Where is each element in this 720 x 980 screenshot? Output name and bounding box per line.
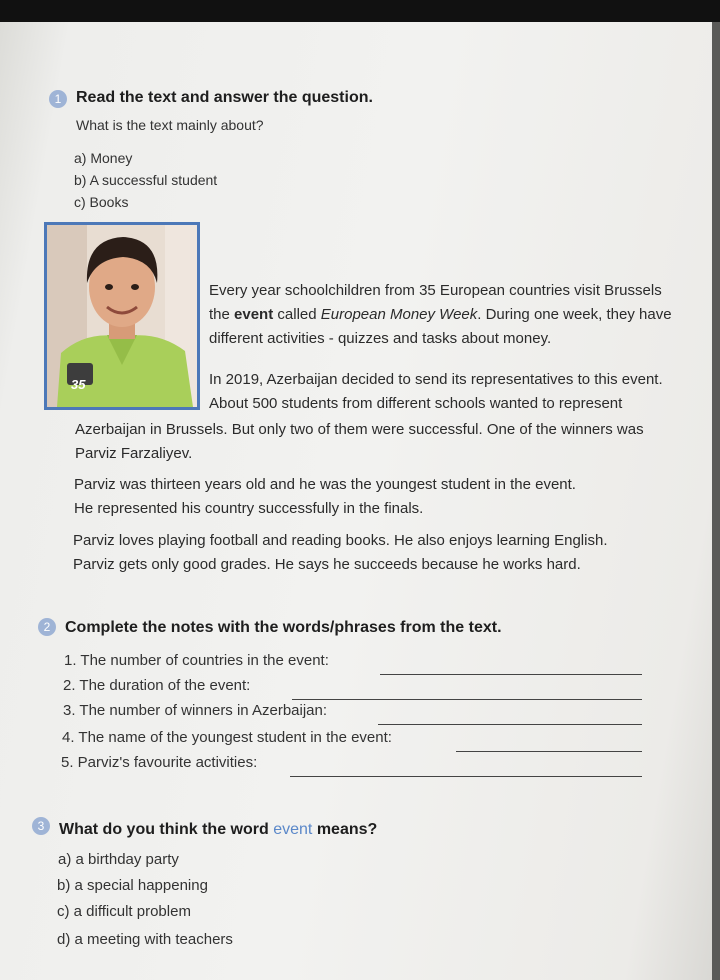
question-2-number: 2 xyxy=(38,618,56,636)
question-3-heading xyxy=(59,821,377,839)
q1-option-a: a) Money xyxy=(74,150,133,166)
boy-photo-illustration xyxy=(47,225,197,407)
q2-answer-line-1[interactable] xyxy=(380,674,642,675)
q3-heading-start: What do you think the word xyxy=(59,821,269,838)
reading-paragraph-1 xyxy=(209,279,672,351)
shirt-number: 35 xyxy=(71,377,86,392)
q2-answer-line-3[interactable] xyxy=(378,724,642,725)
q2-answer-line-2[interactable] xyxy=(292,699,642,700)
word-event-bold: event xyxy=(234,306,274,323)
reading-p1-line-2-end: . During one week, they have xyxy=(477,306,672,323)
word-called: called xyxy=(277,306,317,323)
reading-p2-line-1: In 2019, Azerbaijan decided to send its representatives to this event. xyxy=(209,371,663,388)
reading-p4-line-1: Parviz loves playing football and reading books. He also enjoys learning English. xyxy=(73,532,608,549)
reading-paragraph-2b xyxy=(75,418,644,466)
q3-heading-keyword: event xyxy=(273,821,313,838)
question-2-heading: Complete the notes with the words/phrases from the text. xyxy=(65,619,502,636)
textbook-page xyxy=(0,22,712,980)
reading-p1-line-1: Every year schoolchildren from 35 European countries visit Brussels xyxy=(209,282,662,299)
reading-p3-line-2: He represented his country successfully in the finals. xyxy=(74,500,424,517)
question-1-number: 1 xyxy=(49,90,67,108)
question-1-prompt: What is the text mainly about? xyxy=(76,117,264,133)
q2-item-2: 2. The duration of the event: xyxy=(63,677,251,694)
reading-p2-line-3: Azerbaijan in Brussels. But only two of them were successful. One of the winners was xyxy=(75,421,644,438)
reading-paragraph-3 xyxy=(74,473,576,521)
q3-option-d: d) a meeting with teachers xyxy=(57,931,233,948)
q3-option-a: a) a birthday party xyxy=(58,851,179,868)
reading-paragraph-2a xyxy=(209,368,663,416)
q1-option-b: b) A successful student xyxy=(74,172,218,188)
reading-paragraph-4 xyxy=(73,529,608,577)
question-3-number: 3 xyxy=(32,817,50,835)
reading-p1-line-3: different activities - quizzes and tasks about money. xyxy=(209,330,552,347)
reading-p3-line-1: Parviz was thirteen years old and he was the youngest student in the event. xyxy=(74,476,576,493)
event-name: European Money Week xyxy=(320,306,478,323)
reading-p4-line-2: Parviz gets only good grades. He says he succeeds because he works hard. xyxy=(73,556,581,573)
q2-answer-line-5[interactable] xyxy=(290,776,642,777)
page-edge-shadow xyxy=(712,22,720,980)
boy-photo xyxy=(44,222,200,410)
q3-option-b: b) a special happening xyxy=(57,877,208,894)
q2-answer-line-4[interactable] xyxy=(456,751,642,752)
q3-heading-end: means? xyxy=(316,821,378,838)
word-the: the xyxy=(209,306,230,323)
question-1-heading: Read the text and answer the question. xyxy=(76,89,373,106)
reading-p2-line-2: About 500 students from different schools wanted to represent xyxy=(209,395,623,412)
q2-item-4: 4. The name of the youngest student in the event: xyxy=(62,729,392,746)
reading-p2-line-4: Parviz Farzaliyev. xyxy=(75,445,193,462)
q3-option-c: c) a difficult problem xyxy=(57,903,191,920)
q2-item-3: 3. The number of winners in Azerbaijan: xyxy=(63,702,328,719)
q2-item-1: 1. The number of countries in the event: xyxy=(64,652,329,669)
q2-item-5: 5. Parviz's favourite activities: xyxy=(61,754,258,771)
q1-option-c: c) Books xyxy=(74,194,129,210)
reading-p1-line-2 xyxy=(209,303,672,327)
